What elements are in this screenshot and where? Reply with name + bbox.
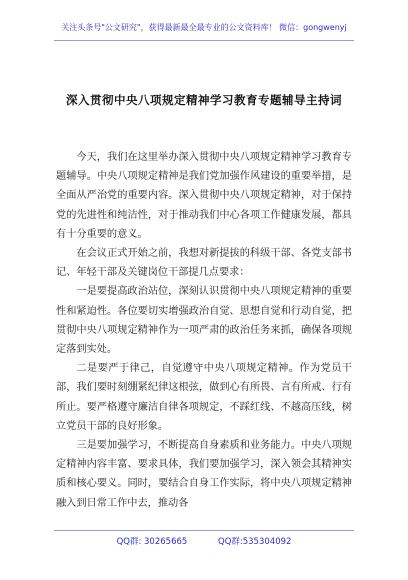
paragraph: 今天，我们在这里举办深入贯彻中央八项规定精神学习教育专题辅导。中央八项规定精神是我们党加强作风建设的重要举措，是全面从严治党的重要内容。深入贯彻中央八项规定精神，对于保持党的先进性和纯洁性，对于推动我们中心各项工作健康发展，都具有十分重要的意义。 [56, 152, 352, 240]
paragraph: 二是要严于律己，自觉遵守中央八项规定精神。作为党员干部，我们要时刻绷紧纪律这根弦，做到心有所畏、言有所戒、行有所止。要严格遵守廉洁自律各项规定，不踩红线、不越高压线，树立党员干部的良好形象。 [56, 363, 352, 432]
footer-qq-group-2: QQ群:535304092 [218, 537, 292, 547]
paragraph: 三是要加强学习，不断提高自身素质和业务能力。中央八项规定精神内容丰富、要求具体，我们要加强学习，深入领会其精神实质和核心要义。同时，要结合自身工作实际，将中央八项规定精神融入到日常工作中去，推动各 [56, 440, 352, 509]
document-title: 深入贯彻中央八项规定精神学习教育专题辅导主持词 [66, 93, 342, 107]
header-notice: 关注头条号"公文研究"，获得最新最全最专业的公文资料库！ 微信：gongwenyj [61, 23, 347, 32]
document-body [56, 148, 352, 513]
paragraph: 一是要提高政治站位，深刻认识贯彻中央八项规定精神的重要性和紧迫性。各位要切实增强政治自觉、思想自觉和行动自觉，把贯彻中央八项规定精神作为一项严肃的政治任务来抓，确保各项规定落到实处。 [56, 286, 352, 356]
header-divider [54, 40, 354, 41]
paragraph: 在会议正式开始之前，我想对新提拔的科级干部、各党支部书记、年轻干部及关键岗位干部提几点要求： [56, 248, 352, 279]
footer [0, 535, 408, 547]
footer-divider [54, 530, 354, 531]
footer-qq-group-1: QQ群: 30265665 [116, 537, 188, 547]
